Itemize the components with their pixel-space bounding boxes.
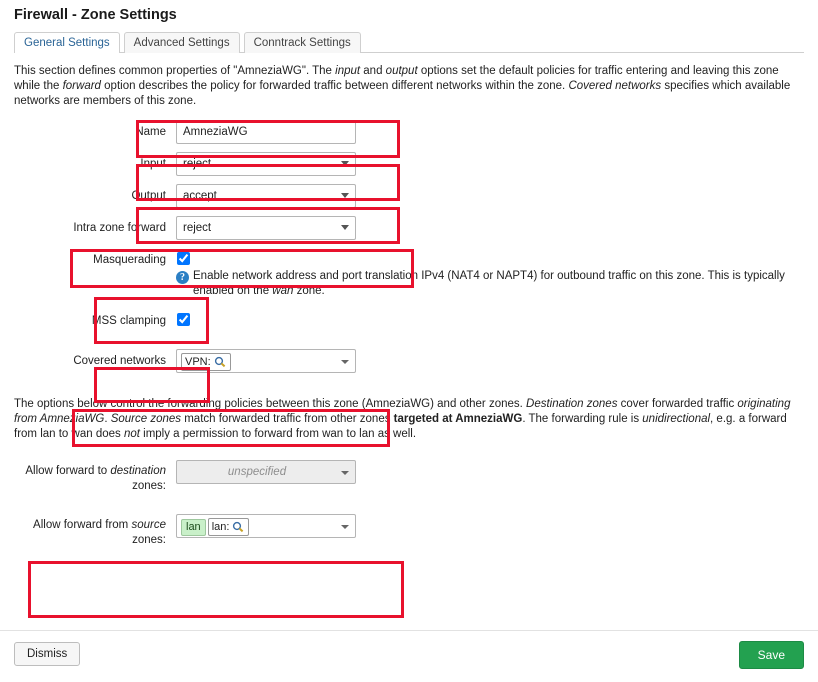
tab-advanced-settings[interactable]: [124, 32, 240, 53]
page-title: Firewall - Zone Settings: [14, 7, 177, 23]
fwd-text-7: imply a permission to forward from wan to lan as well.: [139, 428, 417, 440]
intro-em-output: output: [385, 65, 418, 77]
chevron-down-icon: [341, 471, 349, 475]
intro-text-3: options set the default policies for traffic entering and leaving this zone while the: [14, 65, 779, 92]
help-icon[interactable]: ?: [176, 271, 189, 284]
label-covered-networks: Covered networks: [73, 355, 166, 367]
label-intra-zone-forward: Intra zone forward: [73, 222, 166, 234]
zone-settings-form: [0, 120, 818, 381]
output-policy-select[interactable]: [176, 184, 356, 208]
allow-forward-source-select[interactable]: [176, 514, 356, 538]
tab-bar: [14, 31, 804, 53]
zone-description: [14, 64, 800, 109]
magnifier-icon: [213, 356, 227, 368]
source-zone-token: [208, 518, 250, 536]
label-masquerading: Masquerading: [93, 254, 166, 266]
label-allow-forward-destination: [0, 460, 176, 494]
label-mss-clamping: MSS clamping: [91, 315, 166, 327]
row-mss-clamping: [0, 309, 818, 341]
forwarding-form: [0, 460, 818, 558]
dialog-footer: [0, 630, 818, 682]
forwarding-description: [14, 397, 800, 442]
fwd-em-dest: Destination zones: [526, 398, 618, 410]
row-output: [0, 184, 818, 216]
label-allow-forward-source: [0, 514, 176, 548]
magnifier-icon: [231, 521, 245, 533]
source-zone-chip-lan[interactable]: lan: [181, 519, 206, 536]
masquerading-help-2: zone.: [293, 285, 325, 297]
masquerading-help-text: [193, 269, 793, 299]
tab-conntrack-settings[interactable]: [244, 32, 361, 53]
chevron-down-icon: [341, 360, 349, 364]
name-input[interactable]: [176, 120, 356, 144]
allow-forward-destination-select[interactable]: [176, 460, 356, 484]
covered-networks-token: [181, 353, 231, 371]
row-allow-forward-source: [0, 514, 818, 558]
fwd-em-uni: unidirectional: [642, 413, 711, 425]
fwd-em-orig: originating from AmneziaWG: [14, 398, 791, 425]
intro-text-2: and: [360, 65, 386, 77]
source-zone-token-label: lan:: [211, 520, 230, 533]
dest-label-em: destination: [110, 465, 166, 477]
dismiss-button[interactable]: Dismiss: [14, 642, 80, 666]
tab-advanced-settings-label: Advanced Settings: [133, 37, 230, 49]
label-input: Input: [140, 158, 166, 170]
fwd-text-3: .: [104, 413, 111, 425]
row-allow-forward-destination: [0, 460, 818, 500]
annot-source-zones: [28, 561, 404, 618]
intro-text-5: specifies which available networks are members of this zone.: [14, 80, 791, 107]
tab-general-settings[interactable]: [14, 32, 120, 53]
label-output: Output: [131, 190, 166, 202]
row-masquerading: [0, 248, 818, 299]
fwd-text-4: match forwarded traffic from other zones: [181, 413, 394, 425]
intra-zone-forward-select[interactable]: [176, 216, 356, 240]
save-button[interactable]: Save: [739, 641, 804, 669]
row-name: [0, 120, 818, 152]
masquerading-checkbox[interactable]: [177, 252, 190, 265]
intro-em-input: input: [335, 65, 361, 77]
tab-general-settings-label: General Settings: [24, 37, 110, 49]
source-label-2: zones:: [132, 534, 166, 546]
covered-networks-token-label: VPN:: [185, 355, 211, 368]
fwd-em-source: Source zones: [110, 413, 182, 425]
dest-label-1: Allow forward to: [25, 465, 111, 477]
fwd-text-5: . The forwarding rule is: [522, 413, 643, 425]
tab-conntrack-settings-label: Conntrack Settings: [253, 37, 351, 49]
intro-em-covered: Covered networks: [568, 80, 662, 92]
masquerading-help-1: Enable network address and port translation IPv4 (NAT4 or NAPT4) for outbound traffic on this zone. This is typically enabled on the: [193, 270, 785, 297]
label-name: Name: [135, 126, 166, 138]
fwd-b-target: targeted at AmneziaWG: [393, 413, 523, 425]
covered-networks-select[interactable]: [176, 349, 356, 373]
row-intra-zone-forward: [0, 216, 818, 248]
fwd-em-not: not: [123, 428, 140, 440]
row-covered-networks: [0, 349, 818, 381]
fwd-text-2: cover forwarded traffic: [617, 398, 738, 410]
fwd-text-6: , e.g. a forward from lan to wan does: [14, 413, 787, 440]
chevron-down-icon: [341, 525, 349, 529]
dest-label-2: zones:: [132, 480, 166, 492]
mss-clamping-checkbox[interactable]: [177, 313, 190, 326]
intro-text-1: This section defines common properties of "AmneziaWG". The: [14, 65, 336, 77]
masquerading-help-em: wan: [272, 285, 294, 297]
source-label-em: source: [131, 519, 166, 531]
fwd-text-1: The options below control the forwarding policies between this zone (AmneziaWG) and other zones.: [14, 398, 527, 410]
allow-forward-destination-placeholder: unspecified: [227, 466, 287, 478]
row-input: [0, 152, 818, 184]
source-label-1: Allow forward from: [33, 519, 132, 531]
intro-em-forward: forward: [62, 80, 101, 92]
intro-text-4: option describes the policy for forwarded traffic between different networks within the zone.: [100, 80, 569, 92]
input-policy-select[interactable]: [176, 152, 356, 176]
